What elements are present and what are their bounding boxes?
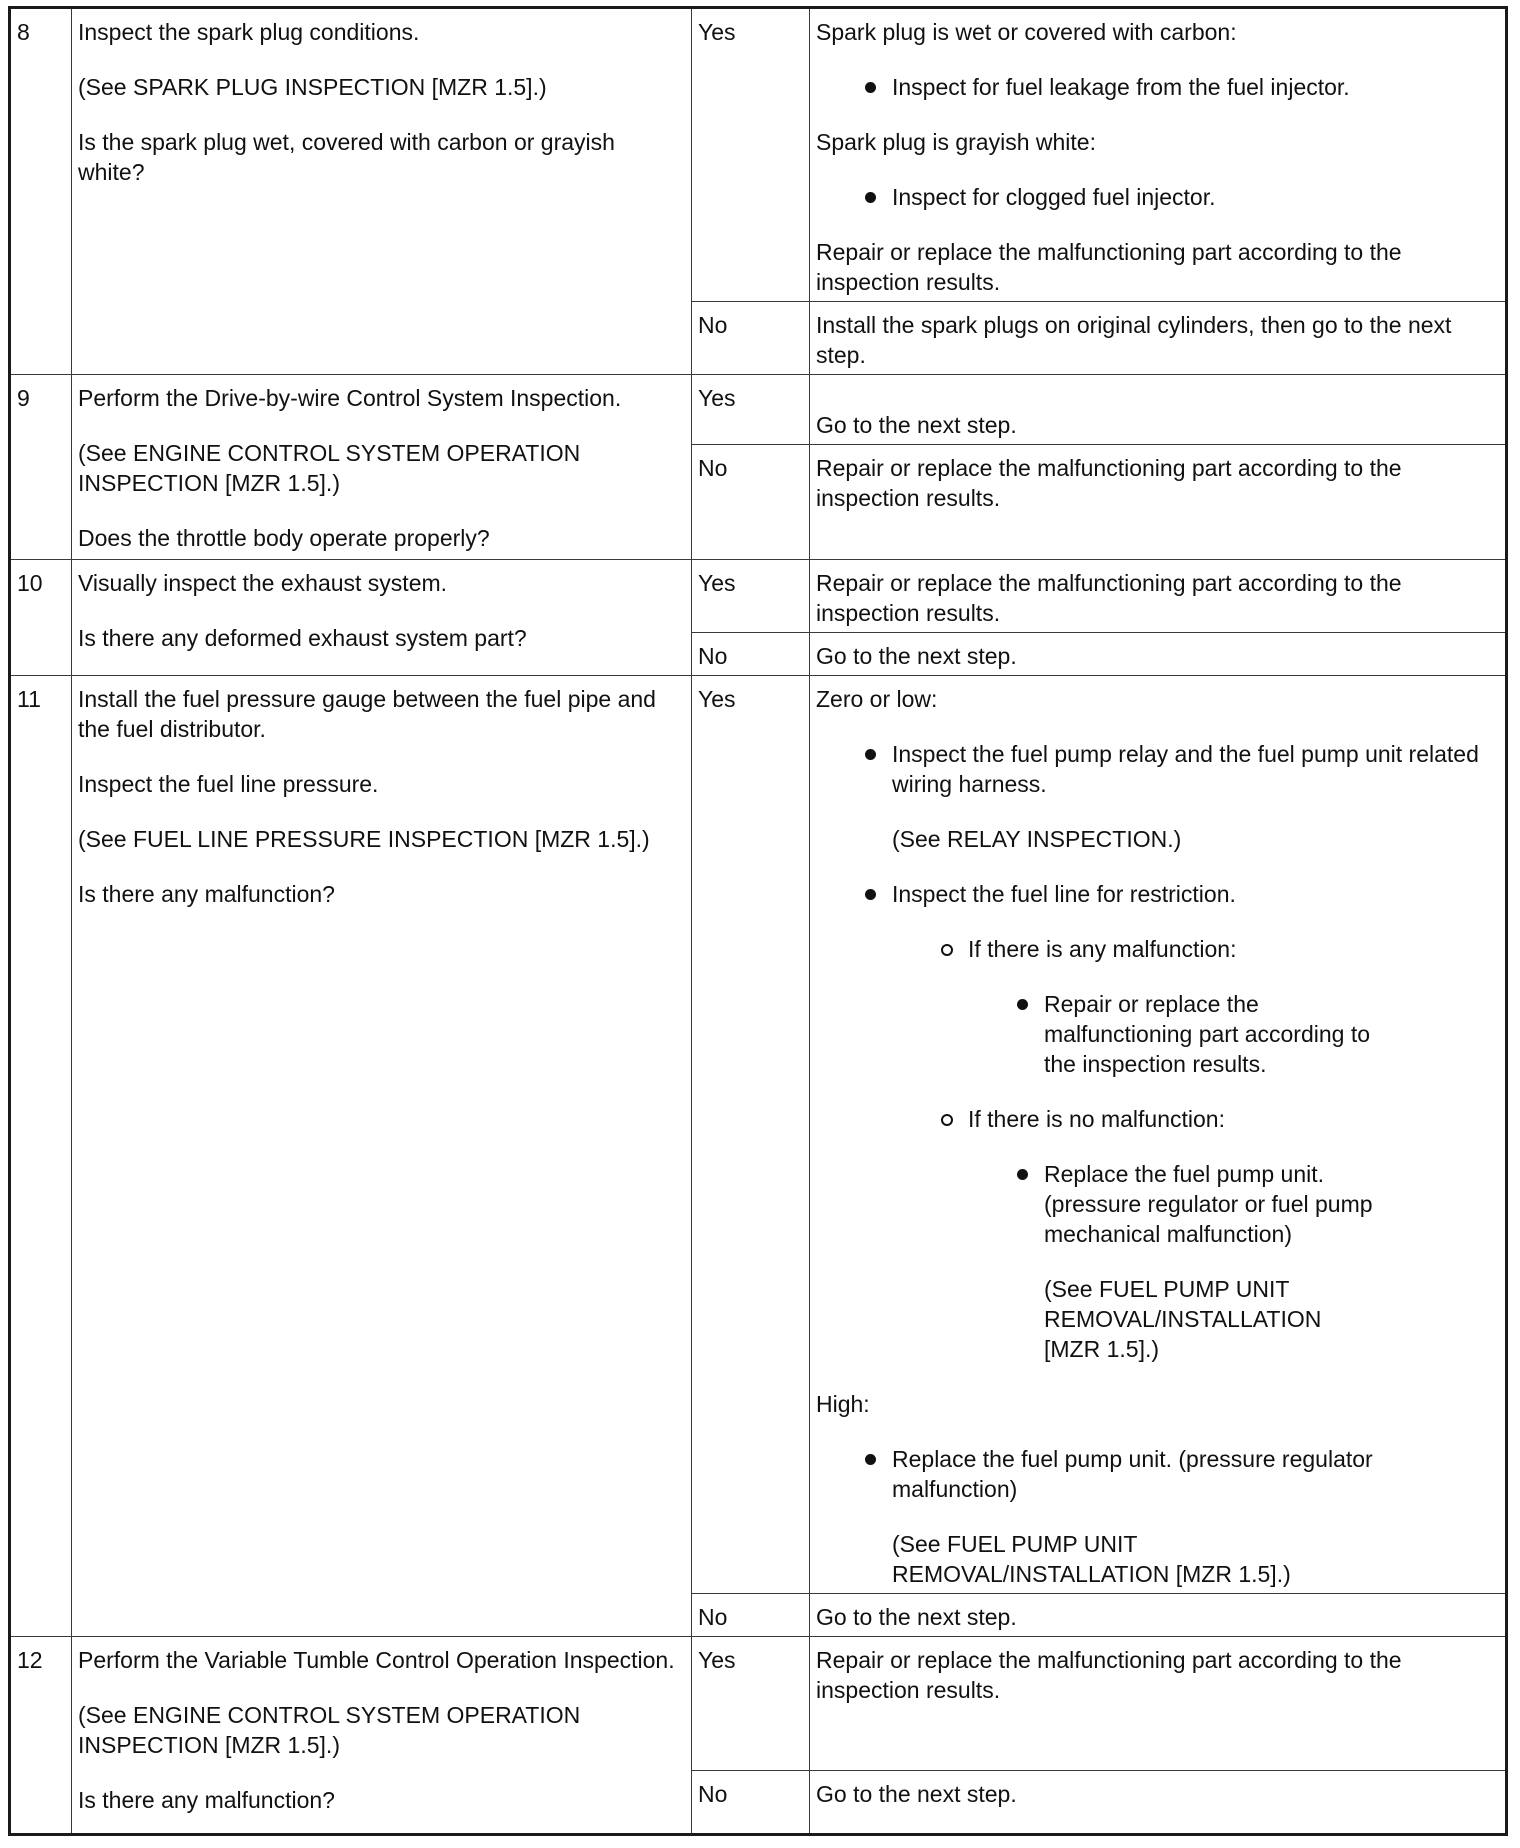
- answer-no: No: [692, 1594, 810, 1637]
- result-heading: Spark plug is grayish white:: [816, 129, 1096, 155]
- step-8-yes-row: [10, 8, 1507, 302]
- answer-no: No: [692, 302, 810, 375]
- action-text: Visually inspect the exhaust system.: [78, 570, 448, 596]
- action-reference: (See ENGINE CONTROL SYSTEM OPERATION INSPECTION [MZR 1.5].): [78, 440, 581, 496]
- bullet-list: [968, 989, 1499, 1079]
- step-11-action: [72, 676, 692, 1637]
- bullet-item: Inspect for fuel leakage from the fuel injector.: [892, 72, 1499, 102]
- step-8-action: [72, 8, 692, 375]
- step-number: 8: [10, 8, 72, 375]
- bullet-list: [816, 1444, 1499, 1589]
- action-question: Is there any malfunction?: [78, 1787, 335, 1813]
- action-reference: (See SPARK PLUG INSPECTION [MZR 1.5].): [78, 74, 547, 100]
- step-10-yes-result: Repair or replace the malfunctioning part according to the inspection results.: [810, 560, 1507, 633]
- bullet-item: [892, 739, 1499, 854]
- bullet-reference: (See FUEL PUMP UNIT REMOVAL/INSTALLATION [MZR 1.5].): [892, 1531, 1291, 1587]
- action-reference: (See FUEL LINE PRESSURE INSPECTION [MZR 1.5].): [78, 826, 650, 852]
- step-11-no-result: Go to the next step.: [810, 1594, 1507, 1637]
- bullet-reference: (See FUEL PUMP UNIT REMOVAL/INSTALLATION [MZR 1.5].): [1044, 1276, 1322, 1362]
- action-question: Is there any malfunction?: [78, 881, 335, 907]
- bullet-item: Inspect for clogged fuel injector.: [892, 182, 1499, 212]
- step-12-action: [72, 1637, 692, 1835]
- action-question: Is there any deformed exhaust system part?: [78, 625, 527, 651]
- answer-no: No: [692, 1771, 810, 1835]
- bullet-text: Inspect the fuel pump relay and the fuel pump unit related wiring harness.: [892, 741, 1479, 797]
- step-8-no-result: Install the spark plugs on original cylinders, then go to the next step.: [810, 302, 1507, 375]
- bullet-list: [816, 72, 1499, 102]
- circle-item: [968, 934, 1499, 1079]
- answer-no: No: [692, 445, 810, 560]
- bullet-list: [816, 182, 1499, 212]
- action-text: Inspect the spark plug conditions.: [78, 19, 420, 45]
- action-text: Install the fuel pressure gauge between the fuel pipe and the fuel distributor.: [78, 686, 656, 742]
- step-10-no-result: Go to the next step.: [810, 633, 1507, 676]
- circle-text: If there is any malfunction:: [968, 936, 1237, 962]
- bullet-text: Inspect the fuel line for restriction.: [892, 881, 1236, 907]
- answer-yes: Yes: [692, 8, 810, 302]
- result-heading: Spark plug is wet or covered with carbon:: [816, 19, 1237, 45]
- step-9-yes-row: [10, 375, 1507, 445]
- bullet-reference: (See RELAY INSPECTION.): [892, 826, 1182, 852]
- result-heading: Zero or low:: [816, 686, 938, 712]
- step-12-yes-result: Repair or replace the malfunctioning part according to the inspection results.: [810, 1637, 1507, 1771]
- step-number: 12: [10, 1637, 72, 1835]
- result-text: Repair or replace the malfunctioning part according to the inspection results.: [816, 239, 1402, 295]
- step-9-action: [72, 375, 692, 560]
- diagnostic-procedure-table: [8, 6, 1508, 1836]
- step-11-yes-row: [10, 676, 1507, 1594]
- action-text: Perform the Drive-by-wire Control System Inspection.: [78, 385, 622, 411]
- step-9-no-result: Repair or replace the malfunctioning part according to the inspection results.: [810, 445, 1507, 560]
- answer-yes: Yes: [692, 560, 810, 633]
- result-text: Go to the next step.: [816, 412, 1017, 438]
- step-9-yes-result: [810, 375, 1507, 445]
- circle-text: If there is no malfunction:: [968, 1106, 1225, 1132]
- step-number: 9: [10, 375, 72, 560]
- step-11-yes-result: [810, 676, 1507, 1594]
- circle-list: [892, 934, 1499, 1364]
- bullet-list: [968, 1159, 1499, 1364]
- step-12-yes-row: [10, 1637, 1507, 1771]
- action-question: Does the throttle body operate properly?: [78, 525, 490, 551]
- step-10-action: [72, 560, 692, 676]
- step-number: 11: [10, 676, 72, 1637]
- step-number: 10: [10, 560, 72, 676]
- step-10-yes-row: [10, 560, 1507, 633]
- circle-item: [968, 1104, 1499, 1364]
- answer-yes: Yes: [692, 375, 810, 445]
- step-8-yes-result: [810, 8, 1507, 302]
- answer-yes: Yes: [692, 676, 810, 1594]
- action-reference: (See ENGINE CONTROL SYSTEM OPERATION INSPECTION [MZR 1.5].): [78, 1702, 581, 1758]
- bullet-item: [1044, 1159, 1404, 1364]
- answer-no: No: [692, 633, 810, 676]
- action-text: Perform the Variable Tumble Control Operation Inspection.: [78, 1647, 675, 1673]
- bullet-list: [816, 739, 1499, 1364]
- bullet-text: Replace the fuel pump unit. (pressure regulator or fuel pump mechanical malfunction): [1044, 1161, 1373, 1247]
- bullet-item: [892, 1444, 1499, 1589]
- bullet-item: Repair or replace the malfunctioning part according to the inspection results.: [1044, 989, 1404, 1079]
- bullet-item: [892, 879, 1499, 1364]
- step-12-no-result: Go to the next step.: [810, 1771, 1507, 1835]
- result-heading: High:: [816, 1391, 870, 1417]
- bullet-text: Replace the fuel pump unit. (pressure regulator malfunction): [892, 1446, 1373, 1502]
- answer-yes: Yes: [692, 1637, 810, 1771]
- action-question: Is the spark plug wet, covered with carbon or grayish white?: [78, 129, 615, 185]
- action-text: Inspect the fuel line pressure.: [78, 771, 379, 797]
